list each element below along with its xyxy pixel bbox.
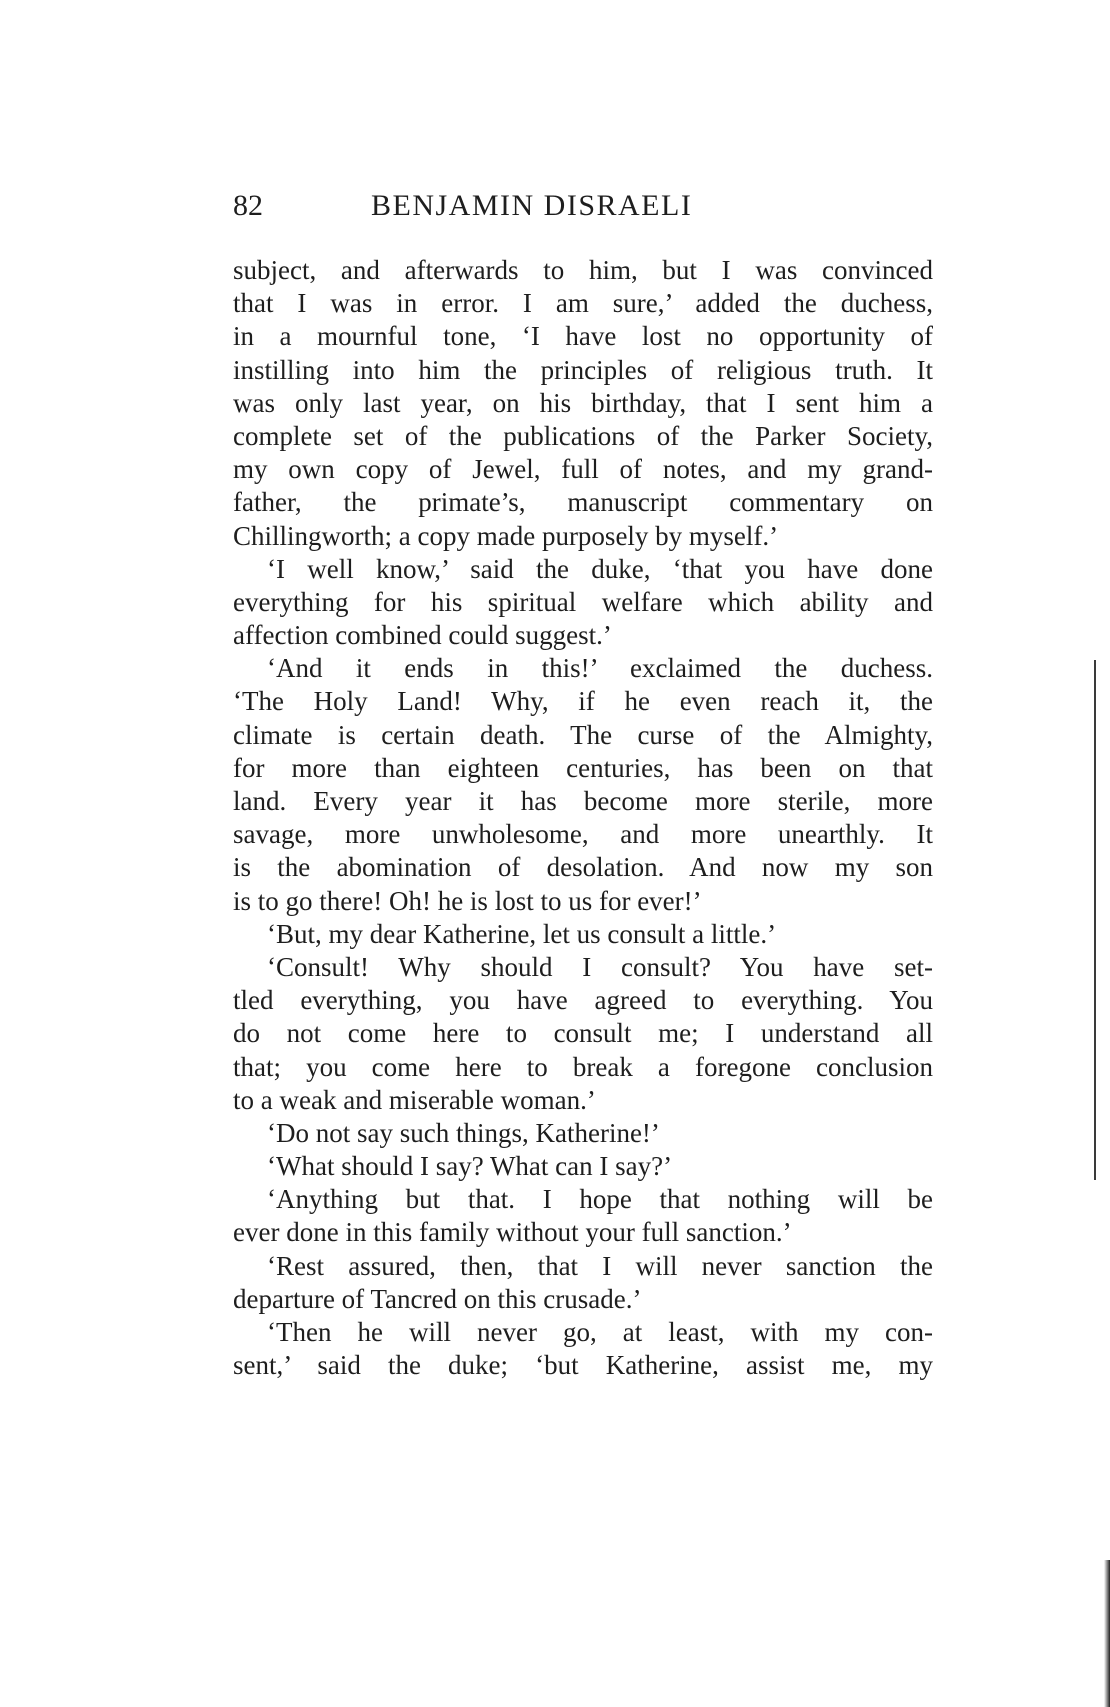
- text-line: departure of Tancred on this crusade.’: [233, 1283, 642, 1314]
- text-line: subject, and afterwards to him, but I was convinced: [233, 255, 933, 285]
- text-line: instilling into him the principles of religious truth. It: [233, 354, 933, 385]
- body-text: [233, 254, 933, 1382]
- text-line: to a weak and miserable woman.’: [233, 1084, 596, 1115]
- page-number: 82: [233, 189, 263, 222]
- running-title: BENJAMIN DISRAELI: [371, 189, 693, 222]
- page-edge-shadow: [1104, 1560, 1110, 1707]
- text-line: do not come here to consult me; I understand all: [233, 1018, 933, 1049]
- text-line: tled everything, you have agreed to everything. You: [233, 985, 933, 1016]
- text-line: ‘Rest assured, then, that I will never sanction the: [267, 1250, 933, 1281]
- text-line: is to go there! Oh! he is lost to us for ever!’: [233, 885, 702, 916]
- text-line: affection combined could suggest.’: [233, 620, 612, 651]
- text-line: ‘The Holy Land! Why, if he even reach it, the: [233, 686, 933, 717]
- text-line: that I was in error. I am sure,’ added the duchess,: [233, 288, 933, 319]
- text-line: ‘Anything but that. I hope that nothing will be: [267, 1184, 933, 1215]
- text-line: everything for his spiritual welfare which ability and: [233, 586, 933, 617]
- text-line: in a mournful tone, ‘I have lost no opportunity of: [233, 321, 933, 352]
- page-edge-line: [1094, 660, 1096, 1180]
- text-line: climate is certain death. The curse of the Almighty,: [233, 719, 933, 750]
- text-line: Chillingworth; a copy made purposely by myself.’: [233, 520, 779, 551]
- text-line: for more than eighteen centuries, has been on that: [233, 752, 933, 783]
- text-line: father, the primate’s, manuscript commentary on: [233, 487, 933, 518]
- text-line: is the abomination of desolation. And now my son: [233, 852, 933, 883]
- text-line: complete set of the publications of the Parker Society,: [233, 420, 933, 451]
- text-line: ever done in this family without your full sanction.’: [233, 1217, 792, 1248]
- text-line: that; you come here to break a foregone conclusion: [233, 1051, 933, 1082]
- text-line: was only last year, on his birthday, that I sent him a: [233, 387, 933, 418]
- running-head: [233, 186, 933, 226]
- text-line: ‘Then he will never go, at least, with my con-: [267, 1317, 933, 1347]
- text-line: my own copy of Jewel, full of notes, and my grand-: [233, 454, 933, 485]
- text-line: ‘Consult! Why should I consult? You have set-: [267, 951, 933, 982]
- text-line: ‘I well know,’ said the duke, ‘that you have done: [267, 553, 933, 584]
- text-line: land. Every year it has become more sterile, more: [233, 786, 933, 816]
- text-line: sent,’ said the duke; ‘but Katherine, assist me, my: [233, 1350, 933, 1381]
- text-line: ‘But, my dear Katherine, let us consult a little.’: [267, 918, 777, 949]
- text-line: ‘What should I say? What can I say?’: [267, 1151, 673, 1182]
- text-line: ‘Do not say such things, Katherine!’: [267, 1117, 660, 1148]
- text-line: ‘And it ends in this!’ exclaimed the duchess.: [267, 653, 933, 684]
- text-line: savage, more unwholesome, and more unearthly. It: [233, 819, 933, 850]
